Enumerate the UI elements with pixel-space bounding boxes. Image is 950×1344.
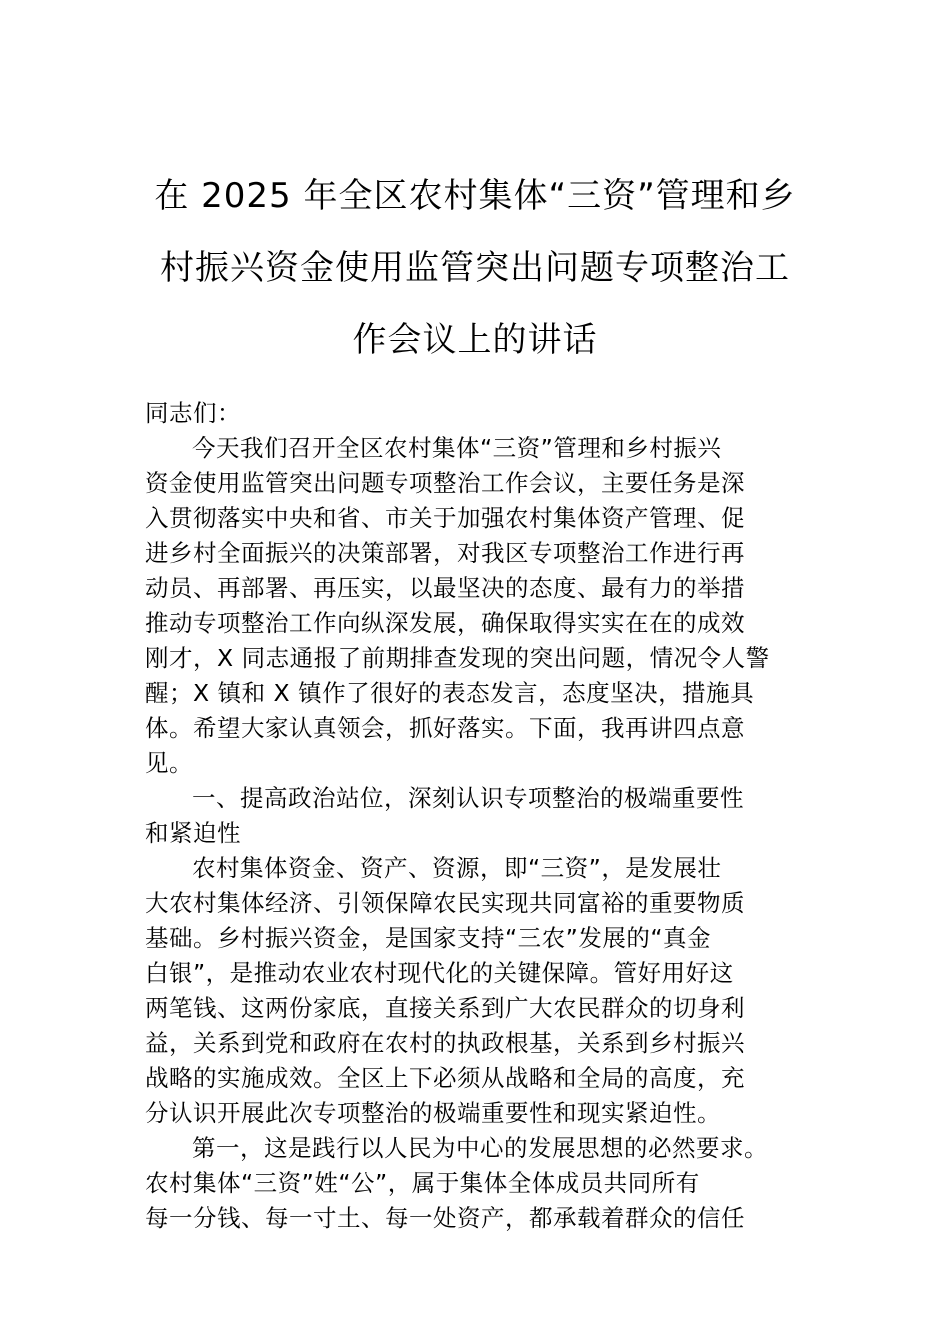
body-text-line: 两笔钱、这两份家底，直接关系到广大农民群众的切身利 <box>145 994 745 1022</box>
body-text-line: 每一分钱、每一寸土、每一处资产，都承载着群众的信任 <box>145 1204 745 1232</box>
body-text-line: 第一，这是践行以人民为中心的发展思想的必然要求。 <box>192 1134 768 1162</box>
body-text-line: 见。 <box>145 749 193 777</box>
body-text-line: 一、提高政治站位，深刻认识专项整治的极端重要性 <box>192 784 744 812</box>
body-text-line: 战略的实施成效。全区上下必须从战略和全局的高度，充 <box>145 1064 745 1092</box>
body-text-line: 大农村集体经济、引领保障农民实现共同富裕的重要物质 <box>145 889 745 917</box>
body-text-line: 醒；X 镇和 X 镇作了很好的表态发言，态度坚决，措施具 <box>145 679 755 707</box>
body-text-line: 基础。乡村振兴资金，是国家支持“三农”发展的“真金 <box>145 924 712 952</box>
body-text-line: 农村集体“三资”姓“公”，属于集体全体成员共同所有 <box>145 1169 700 1197</box>
body-text-line: 白银”，是推动农业农村现代化的关键保障。管好用好这 <box>145 959 734 987</box>
body-text-line: 体。希望大家认真领会，抓好落实。下面，我再讲四点意 <box>145 714 745 742</box>
body-text-line: 益，关系到党和政府在农村的执政根基，关系到乡村振兴 <box>145 1029 745 1057</box>
title-line: 作会议上的讲话 <box>352 320 598 360</box>
title-line: 村振兴资金使用监管突出问题专项整治工 <box>160 248 790 288</box>
body-text-line: 分认识开展此次专项整治的极端重要性和现实紧迫性。 <box>145 1099 721 1127</box>
body-text-line: 和紧迫性 <box>145 819 241 847</box>
title-line: 在 2025 年全区农村集体“三资”管理和乡 <box>154 176 796 216</box>
body-text-line: 入贯彻落实中央和省、市关于加强农村集体资产管理、促 <box>145 504 745 532</box>
body-text-line: 推动专项整治工作向纵深发展，确保取得实实在在的成效 <box>145 609 745 637</box>
body-text-line: 动员、再部署、再压实，以最坚决的态度、最有力的举措 <box>145 574 745 602</box>
salutation: 同志们： <box>145 399 241 427</box>
body-text-line: 进乡村全面振兴的决策部署，对我区专项整治工作进行再 <box>145 539 745 567</box>
document-body <box>145 396 815 1236</box>
body-text-line: 刚才，X 同志通报了前期排查发现的突出问题，情况令人警 <box>145 644 770 672</box>
body-text-line: 资金使用监管突出问题专项整治工作会议，主要任务是深 <box>145 469 745 497</box>
body-text-line: 今天我们召开全区农村集体“三资”管理和乡村振兴 <box>192 434 722 462</box>
body-text-line: 农村集体资金、资产、资源，即“三资”，是发展壮 <box>192 854 722 882</box>
document-title <box>120 160 830 376</box>
